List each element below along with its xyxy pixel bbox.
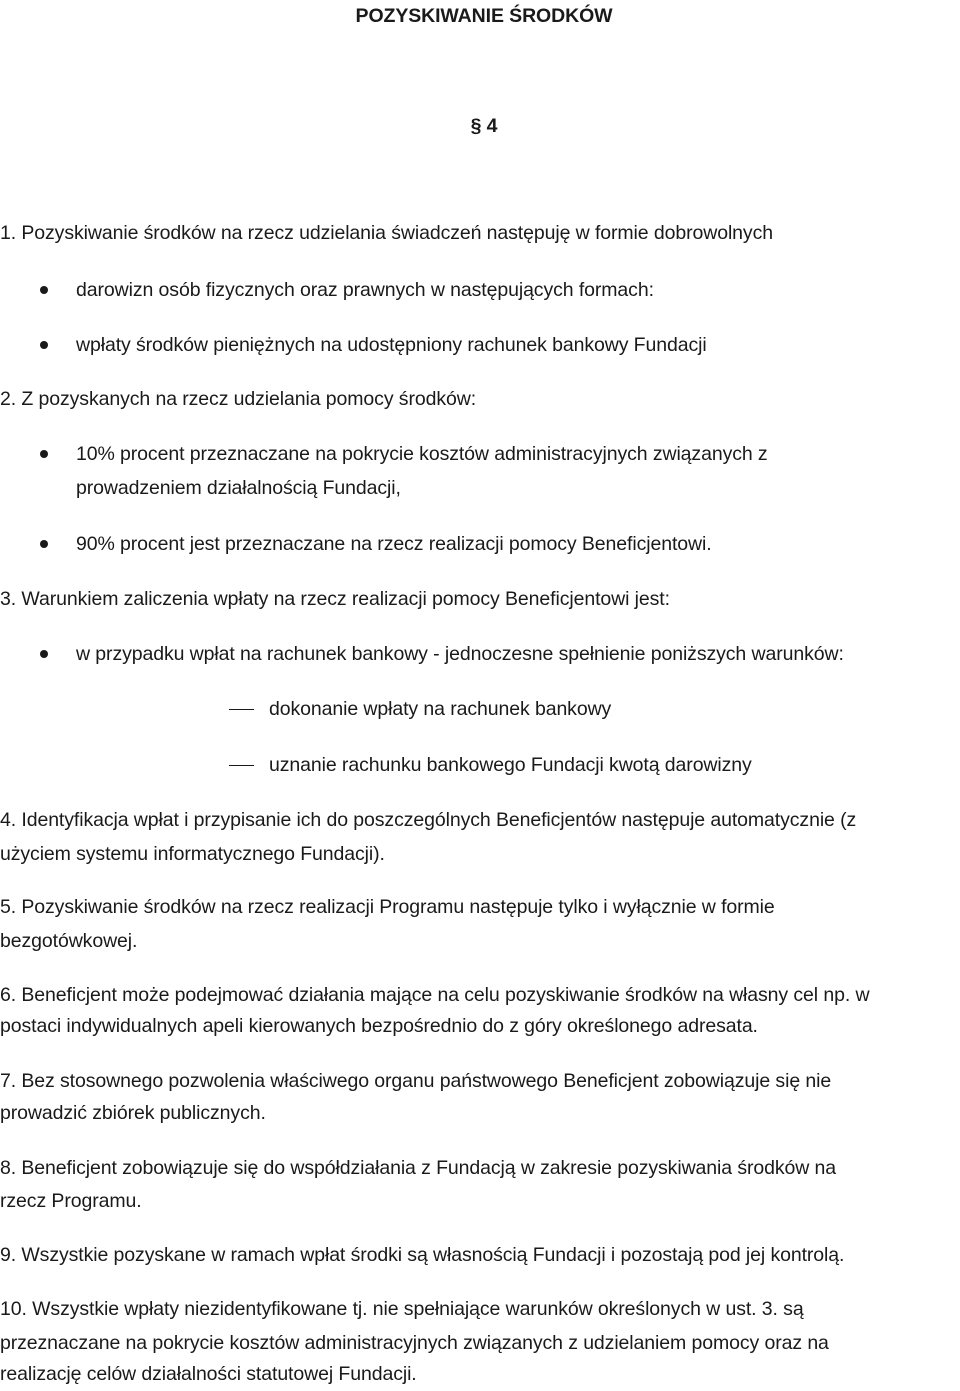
dash-marker bbox=[229, 765, 254, 766]
bullet-dot bbox=[40, 341, 48, 349]
paragraph-4-line-2: użyciem systemu informatycznego Fundacji). bbox=[0, 843, 385, 865]
paragraph-10-line-2: przeznaczane na pokrycie kosztów administracyjnych związanych z udzielaniem pomocy oraz na bbox=[0, 1332, 829, 1354]
p2-bullet-1-line-2: prowadzeniem działalnością Fundacji, bbox=[76, 477, 401, 499]
paragraph-9-line-1: 9. Wszystkie pozyskane w ramach wpłat środki są własnością Fundacji i pozostają pod jej kontrolą. bbox=[0, 1244, 845, 1266]
paragraph-8-line-1: 8. Beneficjent zobowiązuje się do współdziałania z Fundacją w zakresie pozyskiwania środków na bbox=[0, 1157, 837, 1179]
p3-bullet: w przypadku wpłat na rachunek bankowy - jednoczesne spełnienie poniższych warunków: bbox=[76, 643, 844, 665]
section-mark: § 4 bbox=[470, 115, 498, 137]
paragraph-10-line-3: realizację celów działalności statutowej Fundacji. bbox=[0, 1363, 417, 1385]
paragraph-6-line-2: postaci indywidualnych apeli kierowanych bezpośrednio do z góry określonego adresata. bbox=[0, 1015, 758, 1037]
paragraph-2: 2. Z pozyskanych na rzecz udzielania pomocy środków: bbox=[0, 388, 477, 410]
paragraph-4-line-1: 4. Identyfikacja wpłat i przypisanie ich do poszczególnych Beneficjentów następuje automatycznie (z bbox=[0, 809, 857, 831]
document-title: POZYSKIWANIE ŚRODKÓW bbox=[355, 5, 613, 27]
bullet-dot bbox=[40, 650, 48, 658]
paragraph-6-line-1: 6. Beneficjent może podejmować działania mające na celu pozyskiwanie środków na własny cel np. w bbox=[0, 984, 870, 1006]
p3-subitem-2: uznanie rachunku bankowego Fundacji kwotą darowizny bbox=[269, 754, 752, 776]
paragraph-7-line-2: prowadzić zbiórek publicznych. bbox=[0, 1102, 266, 1124]
p1-bullet-1: darowizn osób fizycznych oraz prawnych w następujących formach: bbox=[76, 279, 654, 301]
p1-bullet-2: wpłaty środków pieniężnych na udostępniony rachunek bankowy Fundacji bbox=[76, 334, 707, 356]
paragraph-10-line-1: 10. Wszystkie wpłaty niezidentyfikowane tj. nie spełniające warunków określonych w ust. 3. są bbox=[0, 1298, 804, 1320]
p2-bullet-2: 90% procent jest przeznaczane na rzecz realizacji pomocy Beneficjentowi. bbox=[76, 533, 712, 555]
bullet-dot bbox=[40, 286, 48, 294]
dash-marker bbox=[229, 709, 254, 710]
paragraph-1: 1. Pozyskiwanie środków na rzecz udzielania świadczeń następuję w formie dobrowolnych bbox=[0, 222, 773, 244]
p2-bullet-1-line-1: 10% procent przeznaczane na pokrycie kosztów administracyjnych związanych z bbox=[76, 443, 768, 465]
bullet-dot bbox=[40, 450, 48, 458]
paragraph-5-line-2: bezgotówkowej. bbox=[0, 930, 138, 952]
paragraph-8-line-2: rzecz Programu. bbox=[0, 1190, 142, 1212]
p3-subitem-1: dokonanie wpłaty na rachunek bankowy bbox=[269, 698, 612, 720]
bullet-dot bbox=[40, 540, 48, 548]
paragraph-7-line-1: 7. Bez stosownego pozwolenia właściwego organu państwowego Beneficjent zobowiązuje się nie bbox=[0, 1070, 832, 1092]
paragraph-5-line-1: 5. Pozyskiwanie środków na rzecz realizacji Programu następuje tylko i wyłącznie w formie bbox=[0, 896, 775, 918]
paragraph-3: 3. Warunkiem zaliczenia wpłaty na rzecz realizacji pomocy Beneficjentowi jest: bbox=[0, 588, 670, 610]
